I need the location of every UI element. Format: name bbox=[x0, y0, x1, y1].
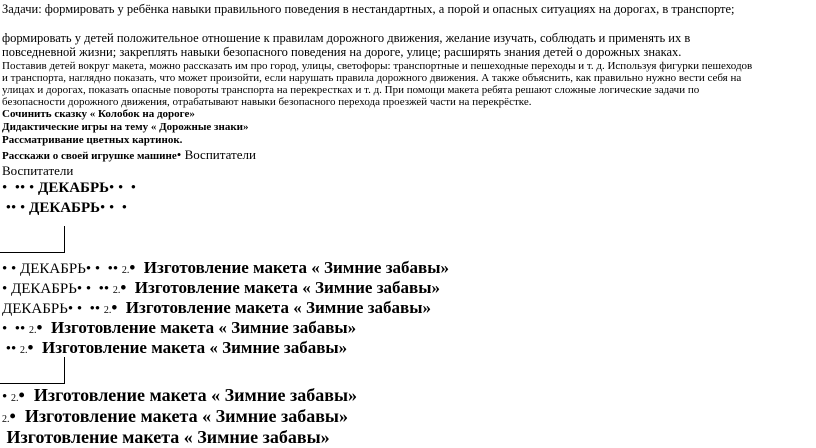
plan-row-6: • 2.• Изготовление макета « Зимние забавы» bbox=[2, 385, 357, 405]
plan-row-5: •• 2.• Изготовление макета « Зимние забавы» bbox=[2, 338, 348, 357]
plan-row-4: • •• 2.• Изготовление макета « Зимние забавы» bbox=[2, 318, 357, 337]
item-number: 2. bbox=[112, 285, 121, 296]
educator-label: Воспитатели bbox=[2, 163, 74, 178]
item-number: 2. bbox=[29, 325, 37, 336]
activity-didactic-games: Дидактические игры на тему « Дорожные знаки» bbox=[2, 121, 249, 133]
goals-line-1: формировать у детей положительное отношение к правилам дорожного движения, желание изучать, соблюдать и применять их в bbox=[2, 31, 691, 45]
divider-box-1 bbox=[0, 226, 65, 253]
plan-row-7: 2.• Изготовление макета « Зимние забавы» bbox=[2, 406, 348, 426]
project-title: Изготовление макета « Зимние забавы» bbox=[24, 406, 348, 426]
month-label: ДЕКАБРЬ bbox=[2, 301, 68, 317]
activity-tale: Сочинить сказку « Колобок на дороге» bbox=[2, 108, 195, 120]
educator-label-inline: Воспитатели bbox=[184, 147, 256, 162]
project-title: Изготовление макета « Зимние забавы» bbox=[6, 427, 330, 447]
project-title: Изготовление макета « Зимние забавы» bbox=[50, 318, 357, 337]
activity-toy-row: Расскажи о своей игрушке машине• Воспитатели bbox=[2, 147, 256, 162]
month-label: ДЕКАБРЬ bbox=[20, 261, 86, 277]
project-title: Изготовление макета « Зимние забавы» bbox=[33, 385, 357, 405]
divider-box-2 bbox=[0, 357, 65, 384]
plan-row-1: • • ДЕКАБРЬ• • •• 2.• Изготовление макета « Зимние забавы» bbox=[2, 258, 450, 277]
activity-toy-car: Расскажи о своей игрушке машине bbox=[2, 150, 177, 162]
item-number: 2. bbox=[121, 265, 130, 276]
project-title: Изготовление макета « Зимние забавы» bbox=[143, 258, 450, 277]
plan-row-2: • ДЕКАБРЬ• • •• 2.• Изготовление макета « Зимние забавы» bbox=[2, 278, 441, 297]
plan-row-3: ДЕКАБРЬ• • •• 2.• Изготовление макета « Зимние забавы» bbox=[2, 298, 431, 317]
item-number: 2. bbox=[2, 414, 10, 425]
paragraph-line-2: и транспорта, наглядно показать, что может произойти, если нарушать правила дорожного движения. А также объяснить, как правильно нужно вести себя на bbox=[2, 72, 742, 84]
item-number: 2. bbox=[11, 393, 19, 404]
project-title: Изготовление макета « Зимние забавы» bbox=[134, 278, 441, 297]
item-number: 2. bbox=[20, 345, 28, 356]
goals-line-2: повседневной жизни; закреплять навыки безопасного поведения на дороге, улице; расширять знания детей о дорожных знаках. bbox=[2, 45, 682, 59]
item-number: 2. bbox=[103, 305, 112, 316]
month-label: ДЕКАБРЬ bbox=[29, 200, 101, 216]
month-label: ДЕКАБРЬ bbox=[11, 281, 77, 297]
month-row-2: •• • ДЕКАБРЬ• • • bbox=[2, 200, 128, 216]
paragraph-line-4: безопасности дорожного движения, отрабатывают навыки безопасного перехода проезжей части на перекрёстке. bbox=[2, 96, 532, 108]
project-title: Изготовление макета « Зимние забавы» bbox=[41, 338, 348, 357]
project-title: Изготовление макета « Зимние забавы» bbox=[125, 298, 431, 317]
paragraph-line-1: Поставив детей вокруг макета, можно рассказать им про город, улицы, светофоры: транспортные и пешеходные переходы и т. д. Используя фигурки пешеходов bbox=[2, 60, 753, 72]
activity-pictures: Рассматривание цветных картинок. bbox=[2, 134, 183, 146]
month-label: ДЕКАБРЬ bbox=[38, 180, 110, 196]
tasks-line: Задачи: формировать у ребёнка навыки правильного поведения в нестандартных, а порой и опасных ситуациях на дорогах, в транспорте; bbox=[2, 2, 735, 16]
paragraph-line-3: улицах и дорогах, показать опасные повороты транспорта на перекрестках и т. д. При помощи макета ребята решают сложные логические задачи по bbox=[2, 84, 700, 96]
month-row-1: • •• • ДЕКАБРЬ• • • bbox=[2, 180, 137, 196]
